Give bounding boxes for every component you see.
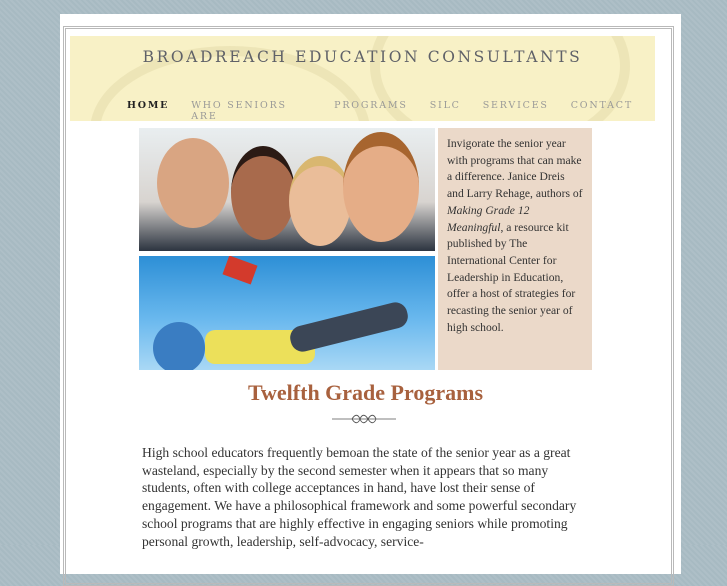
nav-who-seniors-are[interactable]: WHO SENIORS ARE xyxy=(191,100,287,121)
nav-contact[interactable]: CONTACT xyxy=(570,100,633,111)
student-legs xyxy=(288,300,411,354)
book-title: Making Grade 12 Meaningful xyxy=(447,203,530,234)
student-face xyxy=(289,156,351,246)
page-heading: Twelfth Grade Programs xyxy=(247,380,484,405)
main-nav xyxy=(127,100,655,121)
site-title: BROADREACH EDUCATION CONSULTANTS xyxy=(142,48,583,66)
site-header xyxy=(70,36,655,121)
nav-programs[interactable]: PROGRAMS xyxy=(334,100,408,111)
globe xyxy=(153,322,205,370)
student-face xyxy=(343,132,419,242)
student-face xyxy=(157,138,229,228)
nav-home[interactable]: HOME xyxy=(127,100,170,111)
students-photo xyxy=(139,128,435,251)
nav-services[interactable]: SERVICES xyxy=(482,100,549,111)
sidebar-text: , a resource kit published by The International Center for Leadership in Education, offer a host of strategies for recasting the senior year of high school. xyxy=(447,220,576,334)
intro-paragraph: High school educators frequently bemoan the state of the senior year as a great wasteland, especially by the second semester when it appears that so many students, often with college acceptances in hand, have lost their sense of engagement. We have a philosophical framework and some powerful secondary school programs that are highly effective in engaging seniors while promoting personal growth, leadership, self-advocacy, service- xyxy=(142,445,577,549)
red-book xyxy=(222,256,257,285)
sidebar-text: Invigorate the senior year with programs that can make a difference. Janice Dreis and Larry Rehage, authors of xyxy=(447,137,583,201)
nav-silc[interactable]: SILC xyxy=(429,100,461,111)
intro-sidebar xyxy=(438,128,592,370)
student-reading-photo xyxy=(139,256,435,370)
ornament-divider xyxy=(332,414,396,424)
page xyxy=(60,14,681,574)
student-face xyxy=(231,146,295,240)
